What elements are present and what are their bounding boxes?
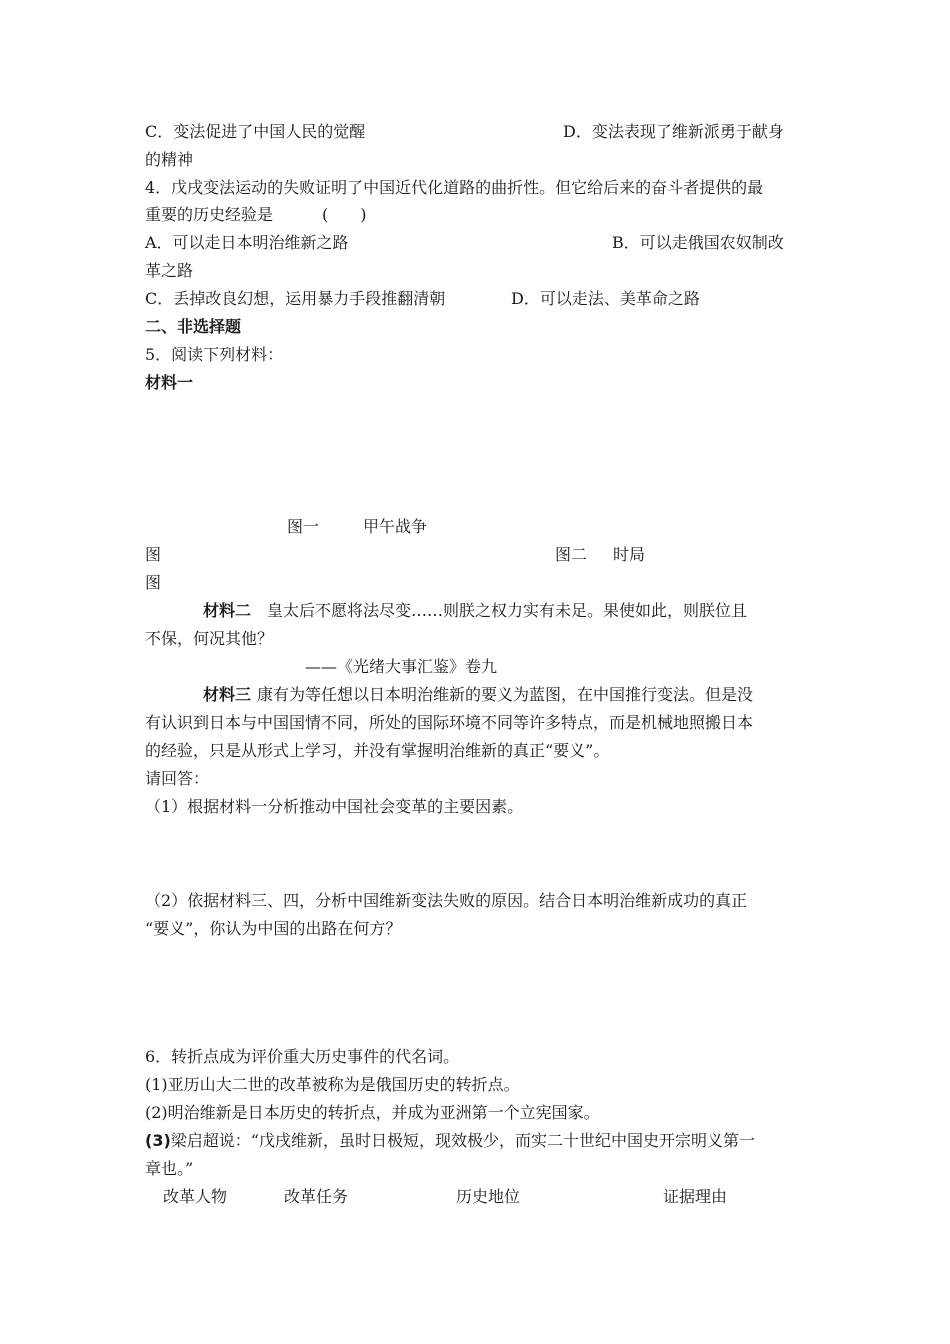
material-1-label: 材料一 <box>145 373 194 392</box>
material-3-text: 康有为等任想以日本明治维新的要义为蓝图，在中国推行变法。但是没 <box>257 685 754 704</box>
answer-blank: ( ) <box>322 205 367 224</box>
figure-1-label: 图一 <box>287 517 320 536</box>
figure-1-suffix: 图 <box>145 545 162 564</box>
question-4-cont: 重要的历史经验是 <box>145 205 274 224</box>
material-2-source: ——《光绪大事汇鉴》卷九 <box>305 657 498 676</box>
option-d-q3: D．变法表现了维新派勇于献身 <box>563 122 784 141</box>
sub-question-1: （1）根据材料一分析推动中国社会变革的主要因素。 <box>145 797 524 816</box>
section-heading: 二、非选择题 <box>145 317 242 336</box>
option-b-q4: B．可以走俄国农奴制改 <box>612 233 784 252</box>
option-a-q4: A．可以走日本明治维新之路 <box>145 233 349 252</box>
option-d-q4: D．可以走法、美革命之路 <box>511 289 700 308</box>
material-3 <box>145 685 753 705</box>
question-6: 6．转折点成为评价重大历史事件的代名词。 <box>145 1047 460 1066</box>
material-3-label: 材料三 <box>203 685 252 704</box>
item-3-text: 梁启超说：“戊戌维新，虽时日极短，现效极少，而实二十世纪中国史开宗明义第一 <box>170 1131 755 1150</box>
option-c-q3: C．变法促进了中国人民的觉醒 <box>145 122 366 141</box>
material-3-cont-2: 的经验，只是从形式上学习，并没有掌握明治维新的真正“要义”。 <box>145 741 610 760</box>
material-2-label: 材料二 <box>203 601 252 620</box>
material-2-cont: 不保，何况其他？ <box>145 629 274 648</box>
material-3-cont-1: 有认识到日本与中国国情不同，所处的国际环境不同等许多特点，而是机械地照搬日本 <box>145 713 754 732</box>
question-6-item-1: (1)亚历山大二世的改革被称为是俄国历史的转折点。 <box>145 1075 520 1094</box>
sub-question-2-cont: “要义”，你认为中国的出路在何方？ <box>145 919 402 938</box>
table-header-status: 历史地位 <box>456 1187 521 1206</box>
table-header-task: 改革任务 <box>284 1187 349 1206</box>
option-d-q3-cont: 的精神 <box>145 150 194 169</box>
question-6-item-2: (2)明治维新是日本历史的转折点，并成为亚洲第一个立宪国家。 <box>145 1103 600 1122</box>
option-c-q4: C．丢掉改良幻想，运用暴力手段推翻清朝 <box>145 289 446 308</box>
figure-2-suffix: 图 <box>145 573 162 592</box>
table-header-evidence: 证据理由 <box>663 1187 728 1206</box>
question-5: 5．阅读下列材料： <box>145 345 284 364</box>
figure-1-caption: 甲午战争 <box>363 517 428 536</box>
option-b-q4-cont: 革之路 <box>145 261 194 280</box>
answer-prompt: 请回答： <box>145 769 210 788</box>
figure-2-caption: 时局 <box>613 545 646 564</box>
material-2-text: 皇太后不愿将法尽变……则朕之权力实有未足。果使如此，则朕位且 <box>267 601 748 620</box>
sub-question-2: （2）依据材料三、四，分析中国维新变法失败的原因。结合日本明治维新成功的真正 <box>145 891 748 910</box>
item-3-number: (3) <box>145 1131 171 1150</box>
table-header-person: 改革人物 <box>163 1187 228 1206</box>
question-6-item-3-cont: 章也。” <box>145 1159 194 1178</box>
question-6-item-3 <box>145 1131 755 1151</box>
figure-2-label: 图二 <box>555 545 588 564</box>
material-2 <box>145 601 747 621</box>
question-4: 4．戊戌变法运动的失败证明了中国近代化道路的曲折性。但它给后来的奋斗者提供的最 <box>145 178 764 197</box>
